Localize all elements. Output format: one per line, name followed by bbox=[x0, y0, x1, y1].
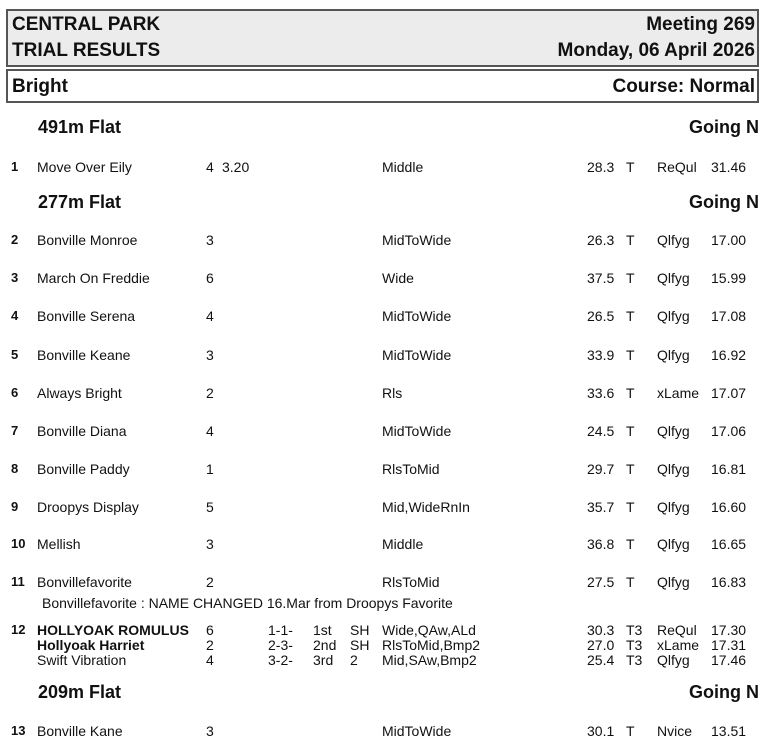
dog-weight: 28.3 bbox=[587, 159, 615, 175]
run-comment: Wide,QAw,ALd bbox=[382, 622, 476, 638]
race-number: 7 bbox=[11, 423, 19, 438]
dog-name: Mellish bbox=[37, 536, 81, 552]
trainer-code: T bbox=[626, 347, 635, 363]
box-number: 4 bbox=[206, 308, 214, 324]
finish-place: 3rd bbox=[313, 652, 334, 668]
dog-name: Always Bright bbox=[37, 385, 122, 401]
run-time: 16.65 bbox=[711, 536, 747, 552]
going-277m: Going N bbox=[689, 192, 759, 212]
dog-weight: 35.7 bbox=[587, 499, 615, 515]
box-number: 5 bbox=[206, 499, 214, 515]
race-number: 13 bbox=[11, 723, 26, 738]
dog-weight: 33.6 bbox=[587, 385, 615, 401]
result-row bbox=[0, 573, 775, 591]
margin: SH bbox=[350, 622, 370, 638]
run-comment: Rls bbox=[382, 385, 403, 401]
dog-name: March On Freddie bbox=[37, 270, 150, 286]
result-status: Qlfyg bbox=[657, 652, 690, 668]
trial-line bbox=[0, 652, 775, 668]
result-row bbox=[0, 460, 775, 478]
result-row bbox=[0, 384, 775, 402]
race-number: 4 bbox=[11, 308, 19, 323]
section-title-277m: 277m Flat bbox=[38, 192, 122, 212]
trainer-code: T bbox=[626, 723, 635, 739]
going-491m: Going N bbox=[689, 117, 759, 137]
box-number: 3 bbox=[206, 232, 214, 248]
trainer-code: T3 bbox=[626, 637, 643, 653]
result-row bbox=[0, 346, 775, 364]
result-status: Qlfyg bbox=[657, 461, 690, 477]
run-comment: RlsToMid bbox=[382, 461, 440, 477]
split-time: 3.20 bbox=[222, 159, 250, 175]
margin: SH bbox=[350, 637, 370, 653]
result-status: Qlfyg bbox=[657, 308, 690, 324]
finish-place: 1st bbox=[313, 622, 332, 638]
run-time: 13.51 bbox=[711, 723, 747, 739]
result-row bbox=[0, 422, 775, 440]
race-number: 10 bbox=[11, 536, 26, 551]
race-number: 2 bbox=[11, 232, 19, 247]
box-number: 4 bbox=[206, 159, 214, 175]
result-status: Qlfyg bbox=[657, 347, 690, 363]
section-title-209m: 209m Flat bbox=[38, 682, 122, 702]
trainer-code: T bbox=[626, 536, 635, 552]
dog-name: Bonville Serena bbox=[37, 308, 136, 324]
dog-weight: 30.1 bbox=[587, 723, 615, 739]
trainer-code: T bbox=[626, 159, 635, 175]
box-number: 3 bbox=[206, 723, 214, 739]
run-comment: MidToWide bbox=[382, 423, 452, 439]
box-number: 2 bbox=[206, 637, 214, 653]
dog-weight: 27.5 bbox=[587, 574, 615, 590]
run-time: 16.83 bbox=[711, 574, 747, 590]
race-number: 8 bbox=[11, 461, 19, 476]
dog-weight: 33.9 bbox=[587, 347, 615, 363]
result-status: xLame bbox=[657, 385, 700, 401]
box-number: 2 bbox=[206, 574, 214, 590]
course-label: Course: Normal bbox=[612, 76, 755, 97]
result-row bbox=[0, 307, 775, 325]
dog-weight: 25.4 bbox=[587, 652, 615, 668]
run-comment: Mid,WideRnIn bbox=[382, 499, 470, 515]
box-number: 4 bbox=[206, 423, 214, 439]
run-time: 16.81 bbox=[711, 461, 747, 477]
dog-name: Bonvillefavorite bbox=[37, 574, 132, 590]
box-number: 3 bbox=[206, 347, 214, 363]
trial-line bbox=[0, 622, 775, 638]
trainer-code: T bbox=[626, 232, 635, 248]
results-title: TRIAL RESULTS bbox=[12, 40, 161, 61]
run-time: 15.99 bbox=[711, 270, 747, 286]
trainer-code: T bbox=[626, 270, 635, 286]
run-time: 16.92 bbox=[711, 347, 747, 363]
meeting-date: Monday, 06 April 2026 bbox=[557, 40, 755, 61]
meeting-header bbox=[6, 9, 759, 67]
box-number: 6 bbox=[206, 270, 214, 286]
dog-name: Bonville Diana bbox=[37, 423, 127, 439]
result-row bbox=[0, 498, 775, 516]
run-comment: Middle bbox=[382, 536, 424, 552]
result-status: Qlfyg bbox=[657, 574, 690, 590]
result-row bbox=[0, 535, 775, 553]
result-status: Qlfyg bbox=[657, 423, 690, 439]
box-number: 2 bbox=[206, 385, 214, 401]
dog-name: Hollyoak Harriet bbox=[37, 637, 145, 653]
run-comment: MidToWide bbox=[382, 347, 452, 363]
result-status: Nvice bbox=[657, 723, 693, 739]
trainer-code: T bbox=[626, 308, 635, 324]
race-number: 6 bbox=[11, 385, 19, 400]
run-time: 17.06 bbox=[711, 423, 747, 439]
run-time: 17.30 bbox=[711, 622, 747, 638]
run-time: 17.00 bbox=[711, 232, 747, 248]
box-number: 6 bbox=[206, 622, 214, 638]
run-time: 17.46 bbox=[711, 652, 747, 668]
dog-weight: 26.3 bbox=[587, 232, 615, 248]
run-comment: MidToWide bbox=[382, 723, 452, 739]
result-status: Qlfyg bbox=[657, 499, 690, 515]
trainer-code: T bbox=[626, 423, 635, 439]
run-time: 31.46 bbox=[711, 159, 747, 175]
dog-weight: 36.8 bbox=[587, 536, 615, 552]
dog-weight: 24.5 bbox=[587, 423, 615, 439]
run-positions: 2-3- bbox=[268, 637, 293, 653]
race-number: 3 bbox=[11, 270, 19, 285]
result-status: Qlfyg bbox=[657, 536, 690, 552]
run-time: 16.60 bbox=[711, 499, 747, 515]
result-status: ReQul bbox=[657, 622, 697, 638]
race-number: 11 bbox=[11, 574, 25, 589]
box-number: 3 bbox=[206, 536, 214, 552]
section-title-491m: 491m Flat bbox=[38, 117, 122, 137]
result-status: ReQul bbox=[657, 159, 697, 175]
margin: 2 bbox=[350, 652, 358, 668]
race-number: 1 bbox=[11, 159, 19, 174]
dog-name: Swift Vibration bbox=[37, 652, 127, 668]
dog-weight: 27.0 bbox=[587, 637, 615, 653]
race-number: 12 bbox=[11, 622, 26, 637]
trial-line bbox=[0, 637, 775, 653]
dog-weight: 37.5 bbox=[587, 270, 615, 286]
meeting-number: Meeting 269 bbox=[646, 14, 755, 35]
result-row bbox=[0, 722, 775, 740]
trainer-code: T bbox=[626, 385, 635, 401]
run-positions: 1-1- bbox=[268, 622, 293, 638]
trainer-code: T3 bbox=[626, 652, 643, 668]
dog-name: Bonville Kane bbox=[37, 723, 123, 739]
trainer-code: T bbox=[626, 461, 635, 477]
result-status: xLame bbox=[657, 637, 700, 653]
trainer-code: T bbox=[626, 574, 635, 590]
weather-label: Bright bbox=[12, 76, 68, 97]
run-comment: Middle bbox=[382, 159, 424, 175]
run-time: 17.07 bbox=[711, 385, 747, 401]
run-comment: MidToWide bbox=[382, 232, 452, 248]
conditions-bar bbox=[6, 69, 759, 103]
dog-name: Bonville Paddy bbox=[37, 461, 130, 477]
race-number: 5 bbox=[11, 347, 19, 362]
result-row bbox=[0, 231, 775, 249]
dog-name: Move Over Eily bbox=[37, 159, 132, 175]
run-comment: MidToWide bbox=[382, 308, 452, 324]
dog-name: HOLLYOAK ROMULUS bbox=[37, 622, 189, 638]
result-row bbox=[0, 269, 775, 287]
race-number: 9 bbox=[11, 499, 19, 514]
run-comment: RlsToMid,Bmp2 bbox=[382, 637, 481, 653]
box-number: 1 bbox=[206, 461, 214, 477]
dog-weight: 29.7 bbox=[587, 461, 615, 477]
run-comment: Wide bbox=[382, 270, 414, 286]
result-row bbox=[0, 158, 775, 176]
venue-name: CENTRAL PARK bbox=[12, 14, 161, 35]
run-comment: Mid,SAw,Bmp2 bbox=[382, 652, 477, 668]
name-change-note: Bonvillefavorite : NAME CHANGED 16.Mar from Droopys Favorite bbox=[42, 595, 453, 611]
run-comment: RlsToMid bbox=[382, 574, 440, 590]
trainer-code: T3 bbox=[626, 622, 643, 638]
result-status: Qlfyg bbox=[657, 232, 690, 248]
going-209m: Going N bbox=[689, 682, 759, 702]
run-time: 17.08 bbox=[711, 308, 747, 324]
dog-name: Bonville Keane bbox=[37, 347, 131, 363]
finish-place: 2nd bbox=[313, 637, 337, 653]
trainer-code: T bbox=[626, 499, 635, 515]
dog-weight: 26.5 bbox=[587, 308, 615, 324]
dog-name: Bonville Monroe bbox=[37, 232, 138, 248]
result-status: Qlfyg bbox=[657, 270, 690, 286]
box-number: 4 bbox=[206, 652, 214, 668]
run-positions: 3-2- bbox=[268, 652, 293, 668]
dog-name: Droopys Display bbox=[37, 499, 139, 515]
run-time: 17.31 bbox=[711, 637, 747, 653]
dog-weight: 30.3 bbox=[587, 622, 615, 638]
